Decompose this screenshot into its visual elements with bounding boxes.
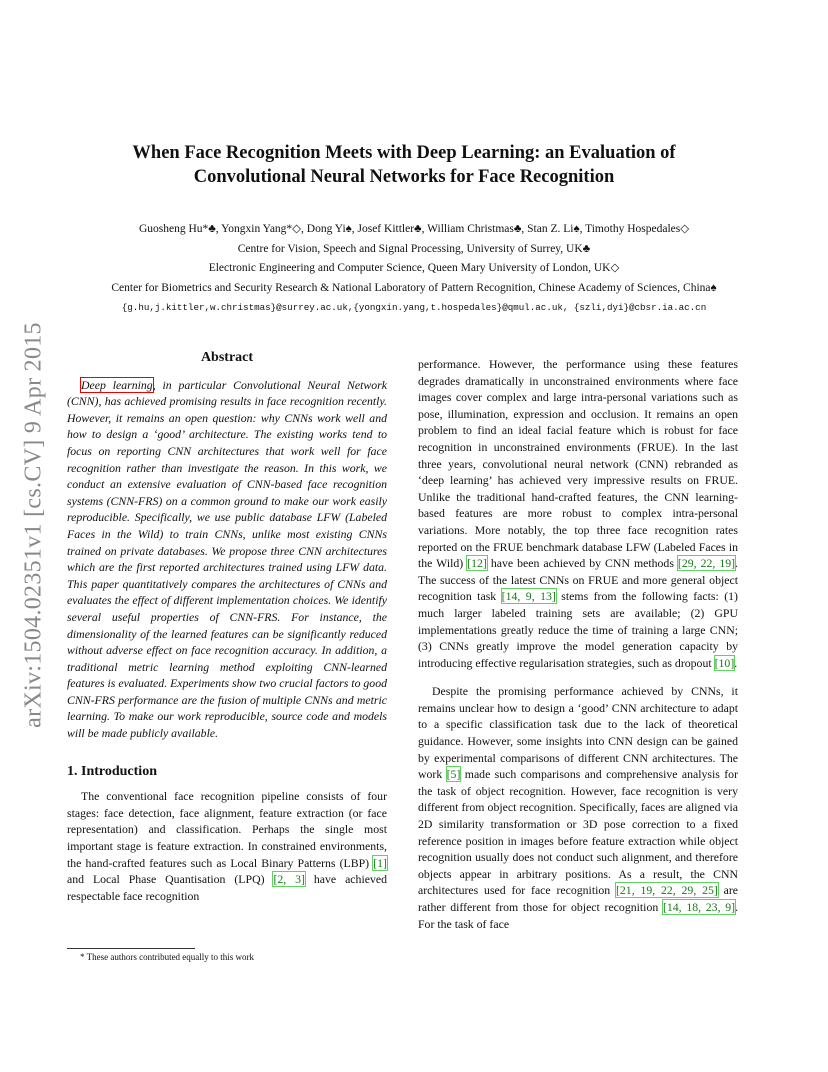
left-column bbox=[67, 350, 387, 904]
footnote-divider bbox=[67, 948, 195, 949]
abstract-text: Deep learning, in particular Convolutional Neural Network (CNN), has achieved promising results in face recognition recently. However, it remains an open question: why CNNs work well and how to design a ‘good’ architecture. The existing works tend to focus on reporting CNN architectures that work well for face recognition rather than investigate the reason. In this work, we conduct an extensive evaluation of CNN-based face recognition systems (CNN-FRS) on a common ground to make our work easily reproducible. Specifically, we use public database LFW (Labeled Faces in the Wild) to train CNNs, unlike most existing CNNs trained on private databases. We propose three CNN architectures which are the first reported architectures trained using LFW data. This paper quantitatively compares the architectures of CNNs and evaluates the effect of different implementation choices. We identify several useful properties of CNN-FRS. For instance, the dimensionality of the learned features can be significantly reduced without adverse effect on face recognition accuracy. In addition, a traditional metric learning method exploiting CNN-learned features is evaluated. Experiments show two crucial factors to good CNN-FRS performance are the fusion of multiple CNNs and metric learning. To make our work reproducible, source code and models will be made publicly available. bbox=[67, 377, 388, 741]
footnote: * These authors contributed equally to this work bbox=[80, 952, 255, 962]
arxiv-sidebar-stamp bbox=[14, 290, 54, 760]
deep-learning-link[interactable]: Deep learning bbox=[81, 377, 153, 392]
intro-paragraph-2: Despite the promising performance achieved by CNNs, it remains unclear how to design a ‘good’ CNN architecture to adapt to a specific classification task due to the lack of theoretical guidance. However, some insights into CNN design can be gained by experimental comparisons of different CNN architectures. The work [5] made such comparisons and comprehensive analysis for the task of object recognition. However, face recognition is very different from object recognition. Specifically, faces are aligned via 2D similarity transformation or 3D pose correction to a fixed reference position in images before feature extraction while object recognition usually does not conduct such alignment, and therefore objects appear in arbitrary positions. As a result, the CNN architectures used for face recognition [21, 19, 22, 29, 25] are rather different from those for object recognition [14, 18, 23, 9]. For the task of face bbox=[418, 684, 739, 931]
citation-link[interactable]: [5] bbox=[446, 767, 461, 782]
authors-line: Guosheng Hu*♣, Yongxin Yang*◇, Dong Yi♠, Josef Kittler♣, William Christmas♣, Stan Z. Li♠, Timothy Hospedales◇ bbox=[138, 223, 690, 235]
affiliation-qmul: Electronic Engineering and Computer Science, Queen Mary University of London, UK◇ bbox=[208, 262, 620, 274]
citation-link[interactable]: [29, 22, 19] bbox=[677, 556, 736, 571]
arxiv-id: arXiv:1504.02351v1 [cs.CV] 9 Apr 2015 bbox=[20, 322, 47, 728]
citation-link[interactable]: [14, 9, 13] bbox=[501, 589, 556, 604]
affiliation-surrey: Centre for Vision, Speech and Signal Processing, University of Surrey, UK♣ bbox=[237, 242, 591, 255]
citation-link[interactable]: [14, 18, 23, 9] bbox=[662, 900, 736, 914]
intro-paragraph-1: The conventional face recognition pipeline consists of four stages: face detection, face alignment, feature extraction (or face representation) and classification. Perhaps the single most important stage is feature extraction. In constrained environments, the hand-crafted features such as Local Binary Patterns (LBP) [1] and Local Phase Quantisation (LPQ) [2, 3] have achieved respectable face recognition bbox=[67, 789, 387, 903]
right-column bbox=[418, 356, 738, 932]
citation-link[interactable]: [10] bbox=[714, 655, 735, 670]
citation-link[interactable]: [1] bbox=[373, 855, 387, 870]
paper-title bbox=[80, 141, 728, 189]
citation-link[interactable]: [12] bbox=[467, 556, 487, 571]
author-block bbox=[80, 220, 748, 318]
citation-link[interactable]: [2, 3] bbox=[273, 872, 305, 887]
citation-link[interactable]: [21, 19, 22, 29, 25] bbox=[615, 883, 718, 898]
introduction-heading: 1. Introduction bbox=[67, 763, 157, 779]
author-emails: {g.hu,j.kittler,w.christmas}@surrey.ac.uk,{yongxin.yang,t.hospedales}@qmul.ac.uk, {szli,dyi}@cbsr.ia.ac.cn bbox=[121, 302, 707, 313]
title-line-2: Convolutional Neural Networks for Face Recognition bbox=[193, 167, 615, 187]
intro-paragraph-1-continued: performance. However, the performance using these features degrades dramatically in unconstrained environments where face images cover complex and large intra-personal variations such as pose, illumination, expression and occlusion. It remains an open problem to find an ideal facial feature which is robust for face recognition in unconstrained environments (FRUE). In the last three years, convolutional neural network (CNN) rebranded as ‘deep learning’ has achieved very impressive results on FRUE. Unlike the traditional hand-crafted features, the CNN learning-based features are more robust to complex intra-personal variations. More notably, the top three face recognition rates reported on the FRUE benchmark database LFW (Labeled Faces in the Wild) [12] have been achieved by CNN methods [29, 22, 19]. The success of the latest CNNs on FRUE and more general object recognition task [14, 9, 13] stems from the following facts: (1) much larger labeled training sets are available; (2) GPU implementations greatly reduce the time of training a large CNN; (3) CNNs greatly improve the model generation capacity by introducing effective regularisation strategies, such as dropout [10]. bbox=[418, 357, 738, 670]
abstract-heading: Abstract bbox=[200, 350, 254, 365]
affiliation-casia: Center for Biometrics and Security Research & National Laboratory of Pattern Recognition, Chinese Academy of Sciences, China♠ bbox=[111, 281, 717, 294]
title-line-1: When Face Recognition Meets with Deep Learning: an Evaluation of bbox=[132, 143, 676, 163]
